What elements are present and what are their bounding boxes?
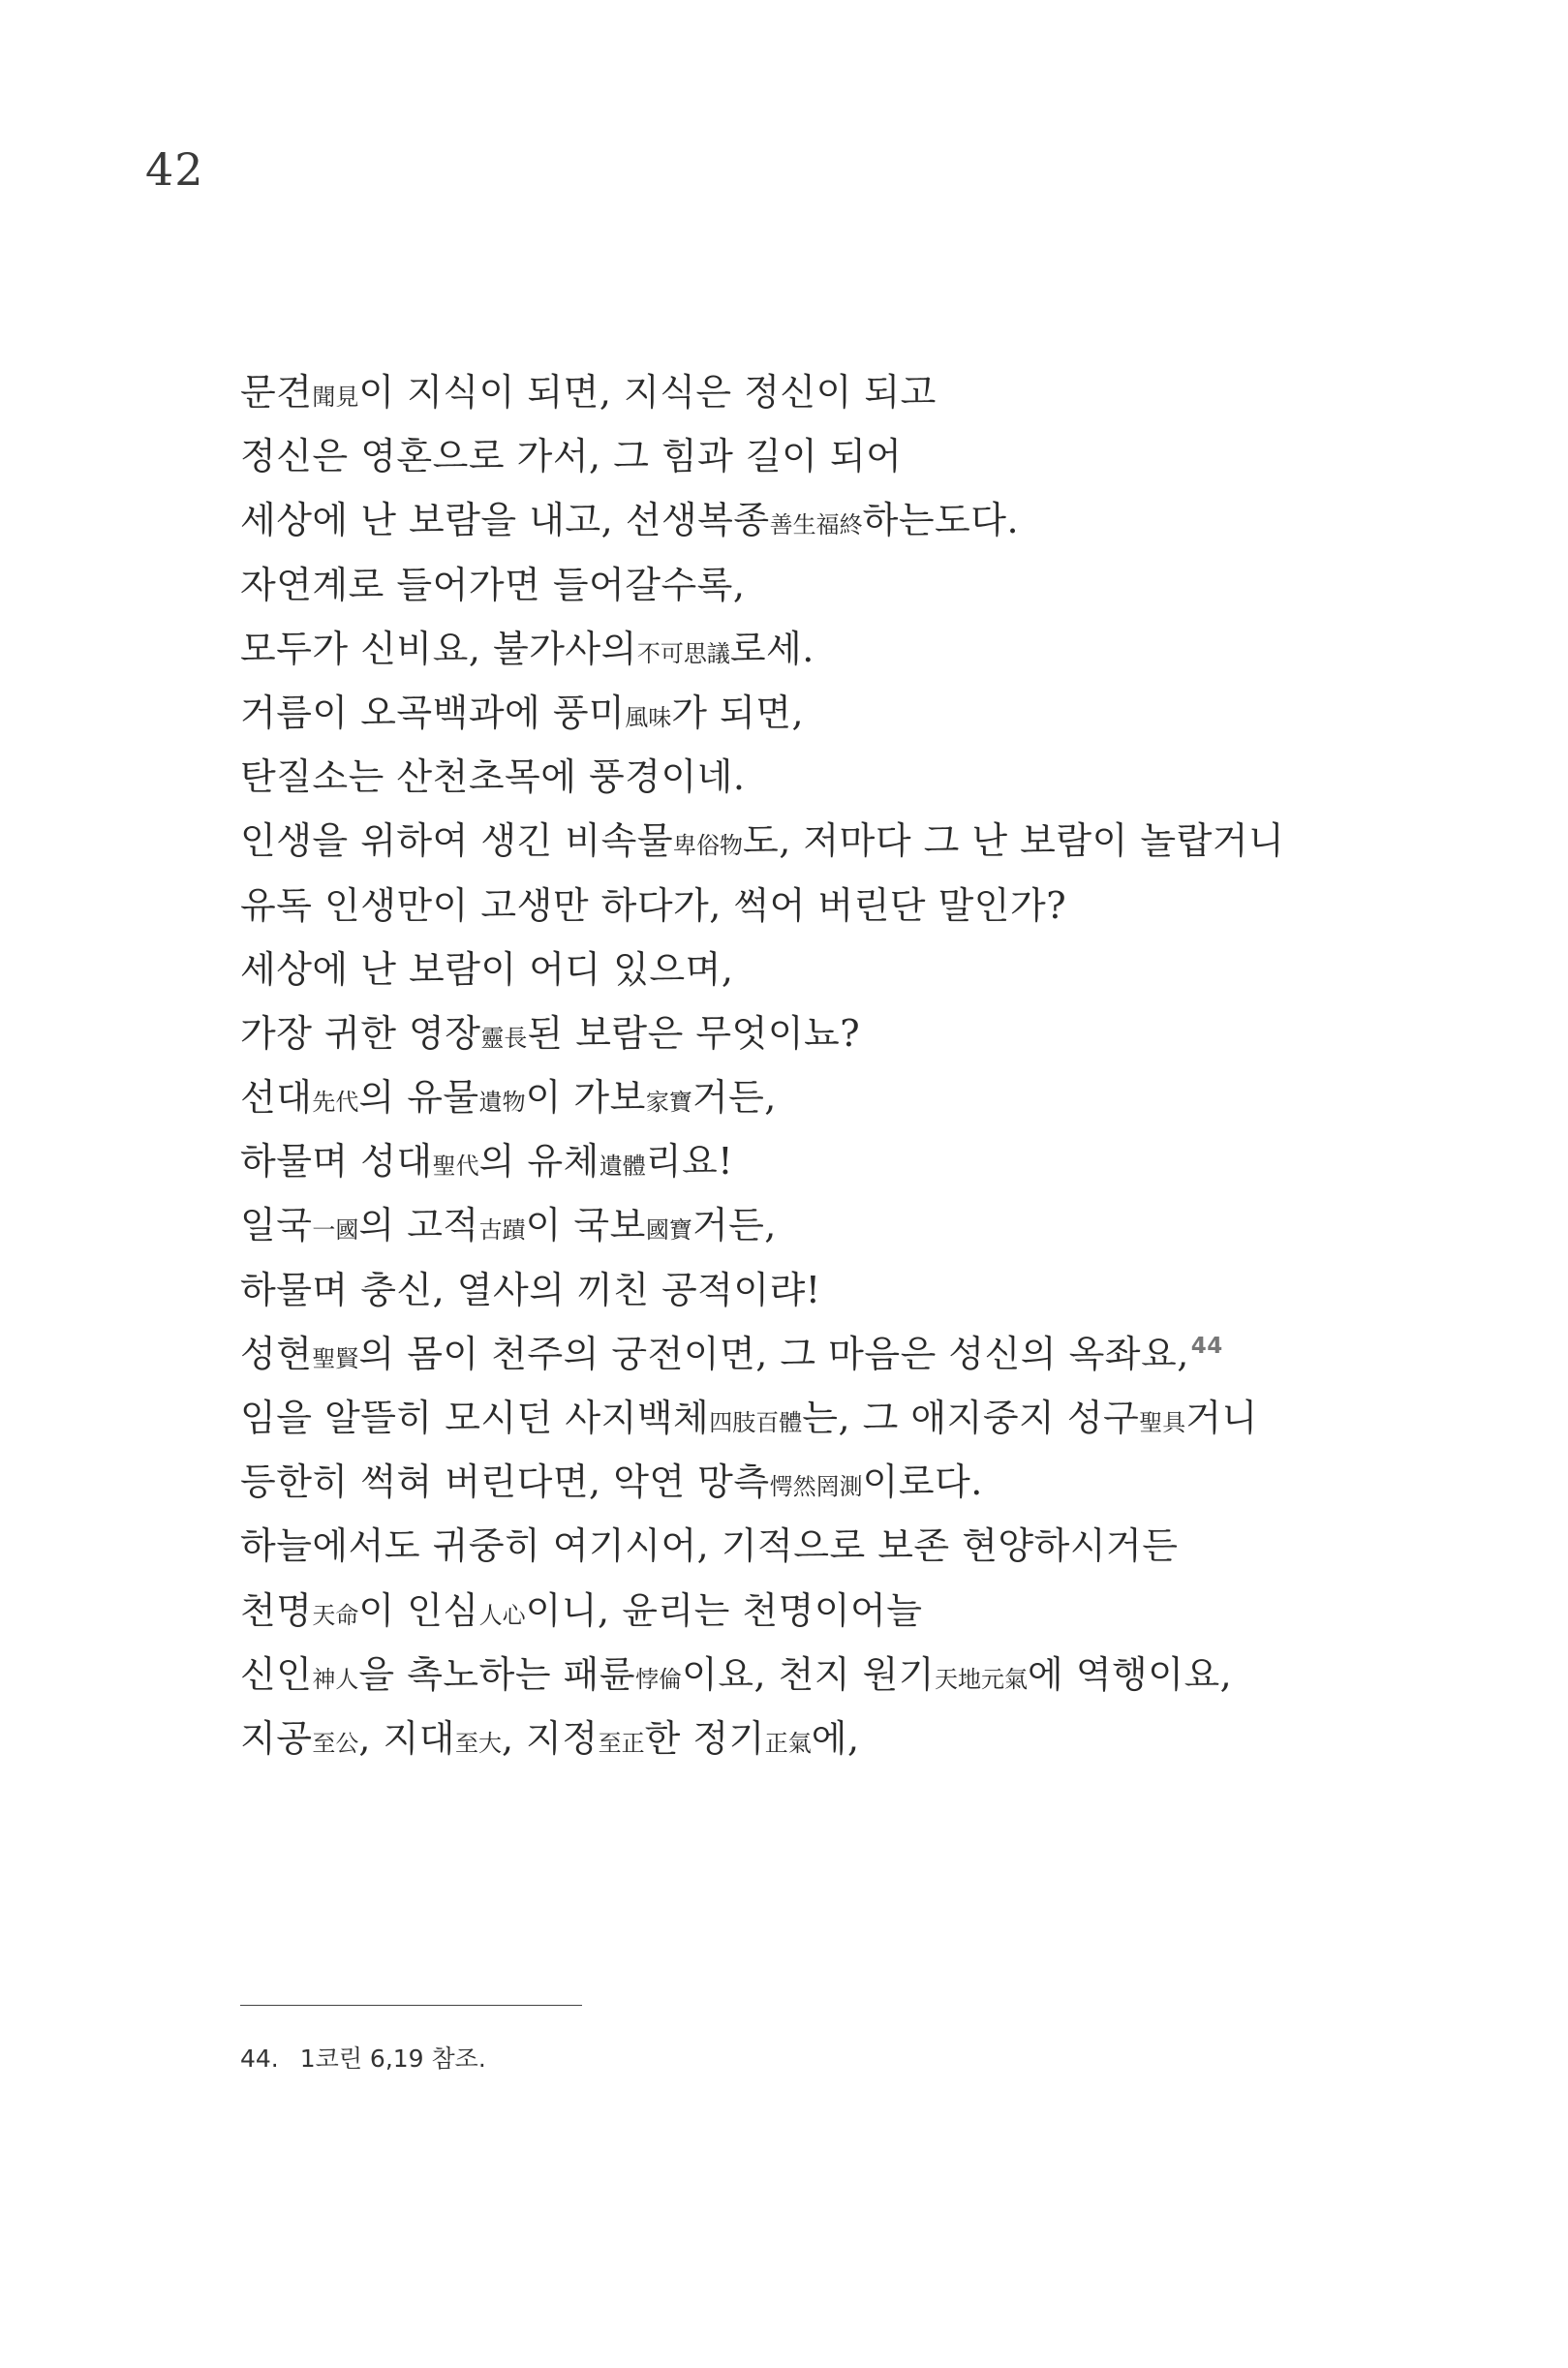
line-text: 이 국보 [525,1204,646,1247]
hanja-gloss: 一國 [312,1216,359,1245]
poem-line [240,809,1402,873]
hanja-gloss: 遺物 [478,1089,526,1117]
line-text: 가장 귀한 영장 [240,1011,481,1055]
poem-line [240,1579,1402,1643]
hanja-gloss: 國寶 [645,1216,692,1245]
line-text: , 지대 [358,1716,455,1760]
line-text: 의 유물 [358,1076,479,1120]
line-text: 하물며 충신, 열사의 끼친 공적이랴! [240,1268,821,1311]
poem-line [240,938,1402,1001]
poem-line [240,1322,1402,1386]
line-text: 임을 알뜰히 모시던 사지백체 [240,1397,710,1439]
hanja-gloss: 聞見 [312,384,359,411]
hanja-gloss: 人心 [478,1601,526,1629]
poem-line [240,1065,1402,1129]
poem-line [240,553,1402,617]
line-text: 가 되면, [671,691,805,734]
line-text: 유독 인생만이 고생만 하다가, 썩어 버린단 말인가? [240,883,1067,927]
line-text: 지공 [240,1716,313,1760]
hanja-gloss: 聖代 [432,1153,479,1181]
poem-line [240,617,1402,681]
line-text: 이니, 윤리는 천명이어늘 [525,1588,923,1632]
poem-line [240,1129,1402,1193]
hanja-gloss: 至正 [598,1729,645,1757]
hanja-gloss: 至公 [312,1729,359,1757]
footnote [240,2040,486,2075]
line-text: 이로다. [862,1461,983,1504]
line-text: 모두가 신비요, 불가사의 [240,627,637,670]
poem-body [240,360,1402,1770]
line-text: 성현 [240,1332,313,1375]
poem-line [240,1643,1402,1707]
line-text: 는, 그 애지중지 성구 [802,1397,1140,1439]
line-text: 세상에 난 보람을 내고, 선생복종 [240,499,770,542]
poem-line [240,1386,1402,1450]
line-text: 등한히 썩혀 버린다면, 악연 망측 [240,1461,770,1504]
line-text: 한 정기 [644,1716,765,1760]
hanja-gloss: 先代 [312,1089,359,1117]
line-text: 하는도다. [862,499,1020,542]
hanja-gloss: 卑俗物 [673,832,744,860]
line-text: 에, [811,1716,860,1760]
poem-line [240,1514,1402,1578]
hanja-gloss: 至大 [455,1729,502,1757]
footnote-ref: 44 [1190,1334,1223,1360]
line-text: 이 지식이 되면, 지식은 정신이 되고 [358,371,937,414]
hanja-gloss: 聖具 [1139,1409,1186,1436]
line-text: 인생을 위하여 생긴 비속물 [240,819,674,863]
line-text: 선대 [240,1076,313,1120]
line-text: 된 보람은 무엇이뇨? [527,1011,861,1055]
line-text: 정신은 영혼으로 가서, 그 힘과 길이 되어 [240,435,903,478]
footnote-number: 44. [240,2045,279,2073]
hanja-gloss: 神人 [312,1665,359,1693]
poem-line [240,1450,1402,1514]
footnote-text: 1코린 6,19 참조. [299,2045,486,2073]
line-text: 거니 [1185,1397,1258,1439]
line-text: 도, 저마다 그 난 보람이 놀랍거니 [743,819,1285,863]
poem-line [240,874,1402,938]
poem-line [240,1001,1402,1065]
page-number: 42 [145,143,204,196]
line-text: 신인 [240,1652,313,1696]
line-text: 의 유체 [478,1140,600,1184]
hanja-gloss: 天命 [312,1601,359,1629]
line-text: 의 몸이 천주의 궁전이면, 그 마음은 성신의 옥좌요, [358,1332,1189,1375]
hanja-gloss: 風味 [625,703,672,731]
hanja-gloss: 靈長 [480,1024,528,1052]
hanja-gloss: 愕然罔測 [769,1473,863,1501]
hanja-gloss: 悖倫 [635,1665,683,1693]
poem-line [240,1258,1402,1322]
line-text: 자연계로 들어가면 들어갈수록, [240,563,746,606]
poem-line [240,488,1402,552]
poem-line [240,681,1402,745]
hanja-gloss: 家寶 [645,1089,692,1117]
line-text: 로세. [729,627,815,670]
line-text: 거든, [692,1204,777,1247]
poem-line [240,360,1402,424]
line-text: 천명 [240,1588,313,1632]
line-text: 세상에 난 보람이 어디 있으며, [240,947,734,991]
poem-line [240,1707,1402,1770]
line-text: 을 촉노하는 패륜 [358,1652,636,1696]
poem-line [240,424,1402,488]
hanja-gloss: 聖賢 [312,1344,359,1372]
hanja-gloss: 天地元氣 [935,1665,1029,1693]
line-text: 탄질소는 산천초목에 풍경이네. [240,755,746,799]
hanja-gloss: 遺體 [599,1153,646,1181]
line-text: , 지정 [502,1716,599,1760]
line-text: 하물며 성대 [240,1140,433,1184]
line-text: 이 인심 [358,1588,479,1632]
hanja-gloss: 古蹟 [478,1216,526,1245]
line-text: 에 역행이요, [1028,1652,1233,1696]
hanja-gloss: 善生福終 [769,511,863,539]
line-text: 하늘에서도 귀중히 여기시어, 기적으로 보존 현양하시거든 [240,1524,1179,1568]
hanja-gloss: 四肢百體 [709,1409,803,1436]
line-text: 일국 [240,1204,313,1247]
line-text: 문견 [240,371,313,414]
line-text: 거름이 오곡백과에 풍미 [240,691,626,734]
hanja-gloss: 正氣 [764,1729,812,1757]
line-text: 리요! [645,1140,734,1184]
poem-line [240,1193,1402,1257]
line-text: 이 가보 [525,1076,646,1120]
line-text: 의 고적 [358,1204,479,1247]
line-text: 이요, 천지 원기 [682,1652,936,1696]
poem-line [240,745,1402,809]
footnote-divider [240,2005,582,2006]
line-text: 거든, [692,1076,777,1120]
hanja-gloss: 不可思議 [636,639,730,667]
